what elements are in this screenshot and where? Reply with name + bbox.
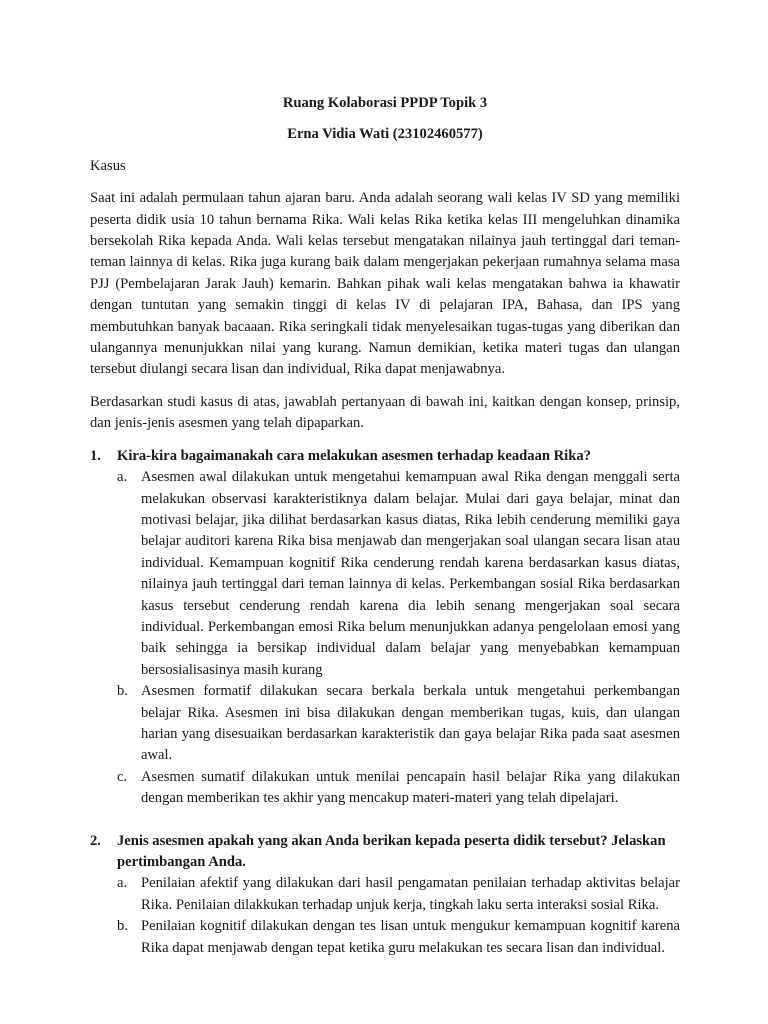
question-text: Jenis asesmen apakah yang akan Anda berikan kepada peserta didik tersebut? Jelaskan pertimbangan Anda. (117, 832, 666, 870)
answer-item (117, 916, 680, 959)
question-text: Kira-kira bagaimanakah cara melakukan asesmen terhadap keadaan Rika? (117, 447, 591, 464)
case-paragraph: Saat ini adalah permulaan tahun ajaran baru. Anda adalah seorang wali kelas IV SD yang memiliki peserta didik usia 10 tahun bernama Rika. Wali kelas Rika ketika kelas III mengeluhkan dinamika bersekolah Rika kepada Anda. Wali kelas tersebut mengatakan nilainya jauh tertinggal dari teman-teman lainnya di kelas. Rika juga kurang baik dalam mengerjakan pekerjaan rumahnya selama masa PJJ (Pembelajaran Jarak Jauh) kemarin. Bahkan pihak wali kelas mengatakan bahwa ia khawatir dengan tuntutan yang semakin tinggi di kelas IV di pelajaran IPA, Bahasa, dan IPS yang membutuhkan banyak bacaaan. Rika seringkali tidak menyelesaikan tugas-tugas yang diberikan dan ulangannya menunjukkan nilai yang kurang. Namun demikian, ketika materi tugas dan ulangan tersebut diulangi secara lisan dan individual, Rika dapat menjawabnya. (90, 190, 680, 378)
answer-text: Penilaian kognitif dilakukan dengan tes lisan untuk mengukur kemampuan kognitif karena Rika dapat menjawab dengan tepat ketika guru melakukan tes secara lisan dan individual. (141, 918, 680, 956)
answer-list (90, 873, 680, 959)
answer-item (117, 467, 680, 681)
document-page (90, 93, 680, 959)
answer-letter: b. (117, 918, 128, 935)
instruction-paragraph: Berdasarkan studi kasus di atas, jawablah pertanyaan di bawah ini, kaitkan dengan konsep, prinsip, dan jenis-jenis asesmen yang telah dipaparkan. (90, 393, 680, 432)
section-heading: Kasus (90, 157, 126, 174)
answer-text: Penilaian afektif yang dilakukan dari hasil pengamatan penilaian terhadap aktivitas belajar Rika. Penilaian dilakkukan terhadap unjuk kerja, tingkah laku serta interaksi sosial Rika. (141, 875, 680, 913)
answer-letter: b. (117, 683, 128, 700)
answer-item (117, 873, 680, 916)
document-title: Ruang Kolaborasi PPDP Topik 3 (282, 95, 488, 111)
question-heading (90, 831, 680, 874)
answer-item (117, 681, 680, 767)
answer-list (90, 467, 680, 810)
answer-text: Asesmen sumatif dilakukan untuk menilai pencapain hasil belajar Rika yang dilakukan dengan memberikan tes akhir yang mencakup materi-materi yang telah dipelajari. (141, 768, 680, 807)
answer-letter: c. (117, 768, 128, 785)
answer-item (117, 767, 680, 810)
answer-letter: a. (117, 875, 128, 892)
author-line: Erna Vidia Wati (23102460577) (287, 126, 483, 143)
question-heading (90, 446, 680, 467)
question-number: 1. (90, 447, 101, 464)
question-1 (90, 446, 680, 810)
question-2 (90, 831, 680, 959)
answer-text: Asesmen awal dilakukan untuk mengetahui kemampuan awal Rika dengan menggali serta melakukan observasi karakteristiknya dalam belajar. Mulai dari gaya belajar, minat dan motivasi belajar, jika dilihat berdasarkan kasus diatas, Rika lebih cenderung memiliki gaya belajar auditori karena Rika bisa menjawab dan mengerjakan soal ulangan secara lisan atau individual. Kemampuan kognitif Rika cenderung rendah karena berdasarkan kasus diatas, nilainya jauh tertinggal dari teman lainnya di kelas. Perkembangan sosial Rika berdasarkan kasus tersebut cenderung rendah karena dia lebih senang mengerjakan soal secara individual. Perkembangan emosi Rika belum menunjukkan adanya pengelolaan emosi yang baik sehingga ia bersikap individual dalam belajar yang menyebabkan kemampuan bersosialisasinya masih kurang (141, 469, 680, 678)
question-number: 2. (90, 832, 101, 849)
answer-letter: a. (117, 469, 128, 486)
answer-text: Asesmen formatif dilakukan secara berkala berkala untuk mengetahui perkembangan belajar Rika. Asesmen ini bisa dilakukan dengan memberikan tugas, kuis, dan ulangan harian yang disesuaikan berdasarkan karakteristik dan gaya belajar Rika pada saat asesmen awal. (141, 683, 680, 764)
